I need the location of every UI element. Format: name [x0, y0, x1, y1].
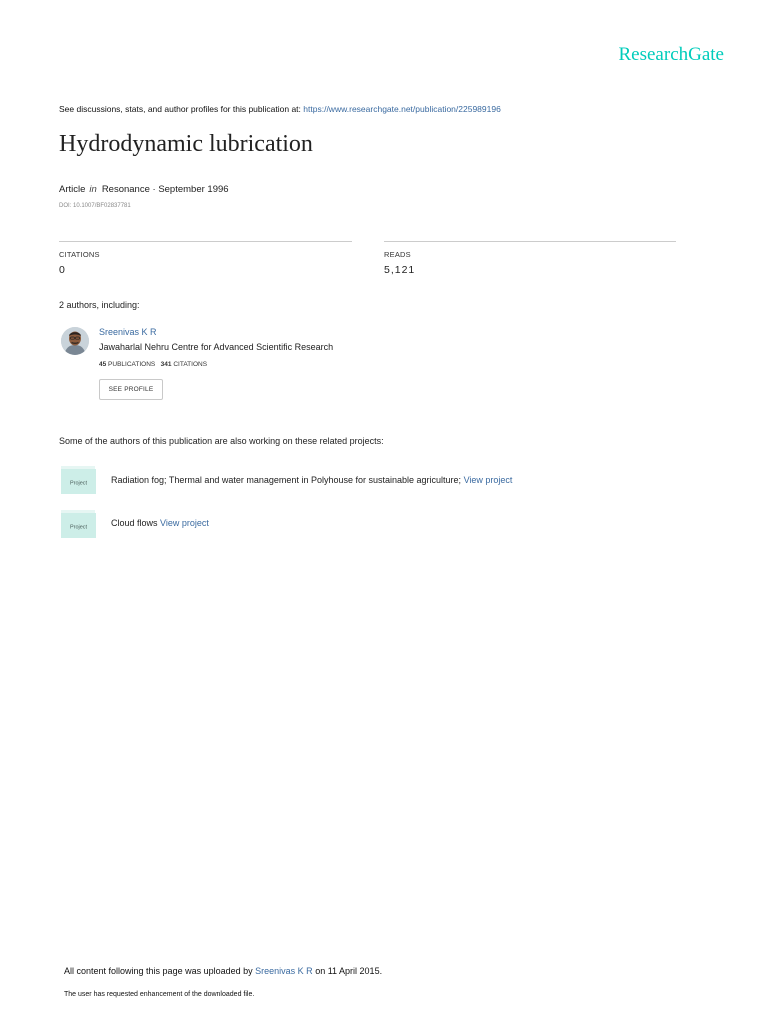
- project-item: [111, 475, 512, 485]
- related-projects-heading: Some of the authors of this publication are also working on these related projects:: [59, 436, 384, 446]
- article-doi: DOI: 10.1007/BF02837781: [59, 203, 131, 209]
- upload-prefix: All content following this page was uploaded by: [64, 966, 253, 976]
- researchgate-logo[interactable]: ResearchGate: [618, 44, 724, 65]
- article-type: Article: [59, 184, 86, 195]
- journal-date: Resonance · September 1996: [101, 184, 229, 195]
- enhancement-note: The user has requested enhancement of the downloaded file.: [64, 991, 255, 998]
- discussion-text: See discussions, stats, and author profiles for this publication at:: [59, 104, 301, 114]
- project-folder-icon: [61, 466, 96, 494]
- project-folder-icon: [61, 510, 96, 538]
- publication-url-link[interactable]: https://www.researchgate.net/publication/225989196: [303, 104, 501, 114]
- citations-value: 0: [59, 264, 66, 276]
- author-avatar[interactable]: [61, 327, 89, 355]
- author-institution: Jawaharlal Nehru Centre for Advanced Scientific Research: [99, 342, 334, 352]
- project-title: Radiation fog; Thermal and water management in Polyhouse for sustainable agriculture;: [111, 475, 462, 485]
- project-item: [111, 518, 209, 528]
- article-title: Hydrodynamic lubrication: [59, 131, 313, 157]
- upload-notice: [64, 966, 382, 976]
- see-profile-button[interactable]: SEE PROFILE: [99, 379, 163, 400]
- project-icon-label: Project: [69, 524, 88, 531]
- project-title: Cloud flows: [111, 518, 158, 528]
- article-meta: [59, 184, 229, 195]
- reads-label: READS: [384, 250, 411, 259]
- author-citations-label: CITATIONS: [173, 361, 208, 368]
- author-stats: [99, 361, 207, 368]
- reads-divider: [384, 241, 676, 242]
- publications-label: PUBLICATIONS: [108, 361, 156, 368]
- in-word: in: [89, 184, 97, 195]
- project-icon-label: Project: [69, 480, 88, 487]
- view-project-link[interactable]: View project: [160, 518, 209, 528]
- author-name-link[interactable]: Sreenivas K R: [99, 327, 157, 337]
- reads-value: 5,121: [384, 264, 416, 276]
- discussion-line: [59, 104, 501, 114]
- publications-count: 45: [99, 361, 107, 368]
- author-citations-count: 341: [160, 361, 172, 368]
- upload-suffix: on 11 April 2015.: [315, 966, 383, 976]
- view-project-link[interactable]: View project: [463, 475, 513, 485]
- citations-divider: [59, 241, 352, 242]
- uploader-link[interactable]: Sreenivas K R: [255, 966, 313, 976]
- authors-heading: 2 authors, including:: [59, 300, 140, 310]
- citations-label: CITATIONS: [59, 250, 100, 259]
- author-photo-icon: [61, 327, 89, 355]
